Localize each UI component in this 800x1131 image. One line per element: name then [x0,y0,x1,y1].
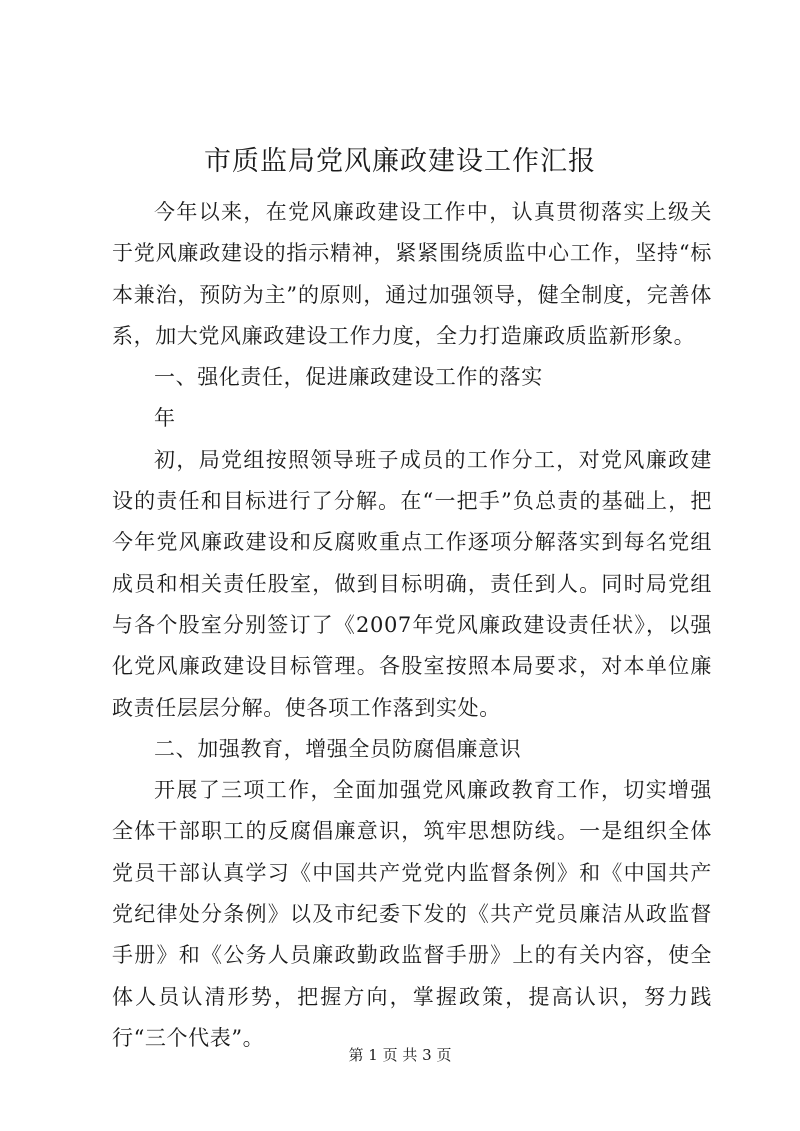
document-title: 市质监局党风廉政建设工作汇报 [204,146,596,177]
section-1-paragraph: 初，局党组按照领导班子成员的工作分工，对党风廉政建设的责任和目标进行了分解。在“一把手”负总责的基础上，把今年党风廉政建设和反腐败重点工作逐项分解落实到每名党组成员和相关责任股室，做到目标明确，责任到人。同时局党组与各个股室分别签订了《2007年党风廉政建设责任状》，以强化党风廉政建设目标管理。各股室按照本局要求，对本单位廉政责任层层分解。使各项工作落到实处。 [112,447,712,720]
fragment-line: 年 [154,406,176,431]
page-footer: 第 1 页 共 3 页 [348,1046,452,1064]
section-heading-2: 二、加强教育，增强全员防腐倡廉意识 [154,736,522,761]
section-2-paragraph: 开展了三项工作，全面加强党风廉政教育工作，切实增强全体干部职工的反腐倡廉意识，筑牢思想防线。一是组织全体党员干部认真学习《中国共产党党内监督条例》和《中国共产党纪律处分条例》以及市纪委下发的《共产党员廉洁从政监督手册》和《公务人员廉政勤政监督手册》上的有关内容，使全体人员认清形势，把握方向，掌握政策，提高认识，努力践行“三个代表”。 [112,778,712,1050]
intro-paragraph: 今年以来，在党风廉政建设工作中，认真贯彻落实上级关于党风廉政建设的指示精神，紧紧围绕质监中心工作，坚持“标本兼治，预防为主”的原则，通过加强领导，健全制度，完善体系，加大党风廉政建设工作力度，全力打造廉政质监新形象。 [112,200,712,348]
section-heading-1: 一、强化责任，促进廉政建设工作的落实 [154,365,543,390]
document-body [112,192,712,1059]
